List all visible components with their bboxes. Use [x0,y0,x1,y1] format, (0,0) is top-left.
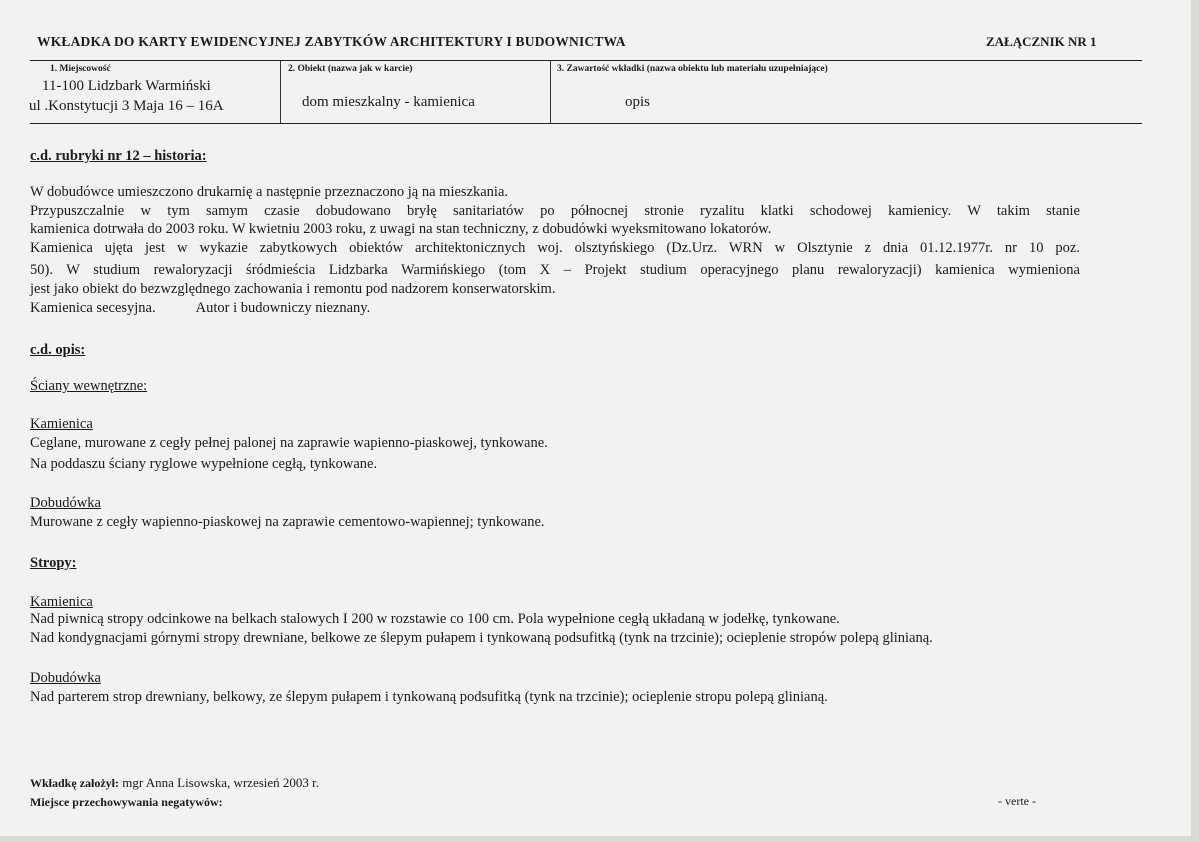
walls-heading: Ściany wewnętrzne: [30,378,148,394]
history-p4 [30,300,370,317]
walls-kamienica-line1: Ceglane, murowane z cegły pełnej palonej na zaprawie wapienno-piaskowej, tynkowane. [30,435,548,451]
negatives-line [30,794,223,810]
walls-dobudowka-label: Dobudówka [30,495,101,511]
history-p3-line2: 50). W studium rewaloryzacji śródmieścia Lidzbarka Warmińskiego (tom X – Projekt studium operacyjnego planu rewaloryzacji) kamienica wymieniona [30,262,1080,278]
history-style: Kamienica secesyjna. [30,300,156,316]
document-title: WKŁADKA DO KARTY EWIDENCYJNEJ ZABYTKÓW ARCHITEKTURY I BUDOWNICTWA [37,34,626,49]
object-label: 2. Obiekt (nazwa jak w karcie) [288,64,413,74]
content-cell [550,61,1142,123]
negatives-label: Miejsce przechowywania negatywów: [30,795,223,809]
stropy-dobudowka-line1: Nad parterem strop drewniany, belkowy, ze ślepym pułapem i tynkowaną podsufitką (tynk na trzcinie); ocieplenie stropu polepą glinianą. [30,689,828,705]
author-value: mgr Anna Lisowska, wrzesień 2003 r. [122,775,320,790]
stropy-kamienica-label: Kamienica [30,594,93,610]
content-label: 3. Zawartość wkładki (nazwa obiektu lub materiału uzupełniające) [557,64,828,74]
history-p3-line3: jest jako obiekt do bezwzględnego zachowania i remontu pod nadzorem konserwatorskim. [30,281,556,297]
object-cell [280,61,551,123]
page-edge-bottom [0,836,1199,842]
history-p2-line2: kamienica dotrwała do 2003 roku. W kwietniu 2003 roku, z uwagi na stan techniczny, z dobudówki wyeksmitowano lokatorów. [30,221,772,237]
history-p1: W dobudówce umieszczono drukarnię a następnie przeznaczono ją na mieszkania. [30,184,509,200]
opis-heading: c.d. opis: [30,342,86,358]
locality-cell [30,61,281,123]
history-p2-line1: Przypuszczalnie w tym samym czasie dobudowano bryłę sanitariatów po północnej stronie ryzalitu klatki schodowej kamienicy. W takim stanie [30,203,1080,219]
stropy-dobudowka-label: Dobudówka [30,670,101,686]
author-label: Wkładkę założył: [30,776,119,790]
walls-kamienica-line2: Na poddaszu ściany ryglowe wypełnione cegłą, tynkowane. [30,456,378,472]
object-value: dom mieszkalny - kamienica [302,94,475,110]
attachment-number: ZAŁĄCZNIK NR 1 [986,34,1097,49]
verte-note: - verte - [998,794,1036,808]
page-edge-right [1191,0,1199,842]
locality-line2: ul .Konstytucji 3 Maja 16 – 16A [29,98,224,114]
history-heading: c.d. rubryki nr 12 – historia: [30,148,207,164]
walls-dobudowka-line1: Murowane z cegły wapienno-piaskowej na zaprawie cementowo-wapiennej; tynkowane. [30,514,545,530]
stropy-heading: Stropy: [30,555,77,571]
author-line [30,775,319,791]
locality-line1: 11-100 Lidzbark Warmiński [42,78,211,94]
history-author: Autor i budowniczy nieznany. [195,300,371,316]
locality-label: 1. Miejscowość [50,64,111,74]
info-table [30,60,1142,124]
stropy-kamienica-line1: Nad piwnicą stropy odcinkowe na belkach stalowych I 200 w rozstawie co 100 cm. Pola wypełnione cegłą układaną w jodełkę, tynkowane. [30,611,840,627]
content-value: opis [625,94,651,110]
walls-kamienica-label: Kamienica [30,416,93,432]
history-p3-line1: Kamienica ujęta jest w wykazie zabytkowych obiektów architektonicznych woj. olsztyńskiego (Dz.Urz. WRN w Olsztynie z dnia 01.12.1977r. nr 10 poz. [30,240,1080,256]
stropy-kamienica-line2: Nad kondygnacjami górnymi stropy drewniane, belkowe ze ślepym pułapem i tynkowaną podsufitką (tynk na trzcinie); ocieplenie stropów polepą glinianą. [30,630,933,646]
